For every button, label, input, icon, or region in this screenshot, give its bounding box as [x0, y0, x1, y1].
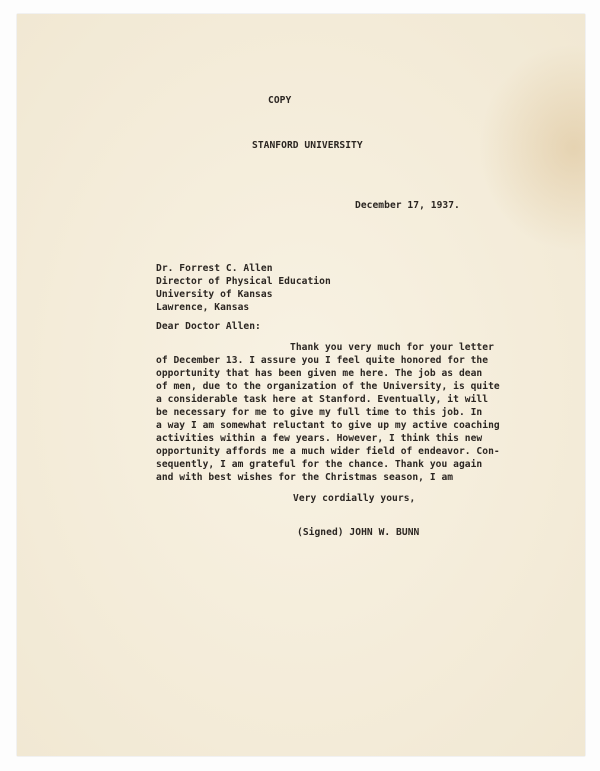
recipient-name: Dr. Forrest C. Allen [156, 263, 273, 274]
body-line-7: a way I am somewhat reluctant to give up my active coaching [156, 420, 500, 431]
signature: (Signed) JOHN W. BUNN [297, 527, 420, 538]
body-line-1: Thank you very much for your letter [290, 342, 494, 353]
recipient-title: Director of Physical Education [156, 276, 331, 287]
recipient-location: Lawrence, Kansas [156, 302, 250, 313]
body-line-11: and with best wishes for the Christmas season, I am [156, 472, 454, 483]
body-line-3: opportunity that has been given me here. The job as dean [156, 368, 483, 379]
copy-label: COPY [268, 95, 292, 106]
body-line-8: activities within a few years. However, I think this new [156, 433, 483, 444]
body-line-5: a considerable task here at Stanford. Eventually, it will [156, 394, 489, 405]
letter-date: December 17, 1937. [355, 200, 460, 211]
recipient-organization: University of Kansas [156, 289, 273, 300]
salutation: Dear Doctor Allen: [156, 321, 261, 332]
closing: Very cordially yours, [293, 493, 416, 504]
body-line-9: opportunity affords me a much wider field of endeavor. Con- [156, 446, 500, 457]
body-line-2: of December 13. I assure you I feel quite honored for the [156, 355, 489, 366]
letterhead-institution: STANFORD UNIVERSITY [252, 140, 363, 151]
body-line-10: sequently, I am grateful for the chance. Thank you again [156, 459, 483, 470]
body-line-6: be necessary for me to give my full time to this job. In [156, 407, 483, 418]
body-line-4: of men, due to the organization of the University, is quite [156, 381, 500, 392]
